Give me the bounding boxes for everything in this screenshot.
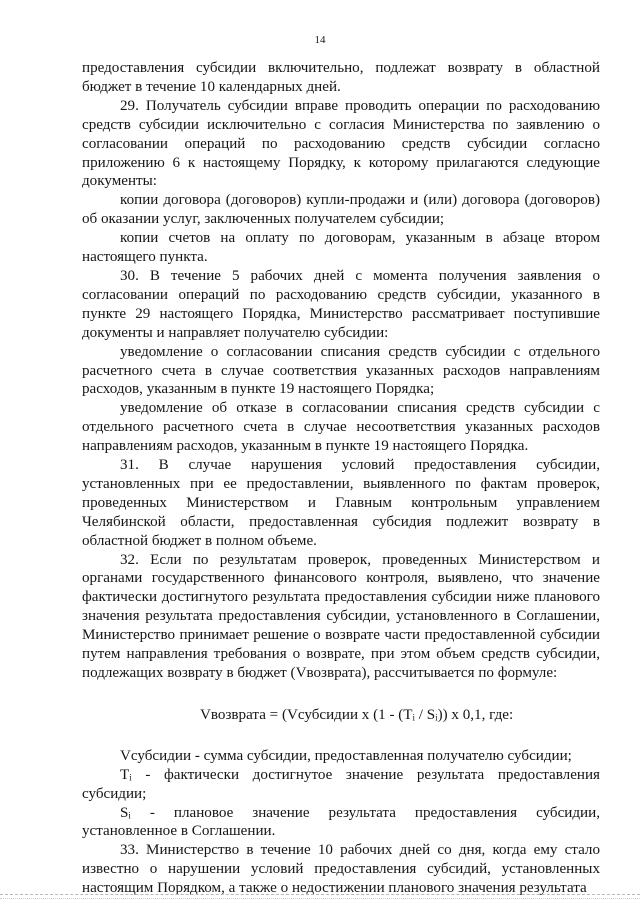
paragraph-29-item-1: копии договора (договоров) купли-продажи и (или) договора (договоров) об оказании услуг, заключенных получателем субсидии; bbox=[82, 192, 600, 228]
paragraph-29: 29. Получатель субсидии вправе проводить операции по расходованию средств субсидии исключительно с согласия Министерства по заявлению о согласовании операций по расходованию средств субсидии согласно приложению 6 к настоящему Порядку, к которому прилагаются следующие документы: bbox=[82, 97, 600, 190]
scan-edge-line-secondary bbox=[0, 898, 640, 899]
paragraph-31: 31. В случае нарушения условий предоставления субсидии, установленных при ее предоставлении, выявленного по фактам проверок, проведенных Министерством и Главным контрольным управлением Челябинской области, предоставленная субсидия подлежит возврату в областной бюджет в полном объеме. bbox=[82, 457, 600, 549]
paragraph-29-item-2: копии счетов на оплату по договорам, указанным в абзаце втором настоящего пункта. bbox=[82, 230, 600, 266]
definition-s-i: Sᵢ - плановое значение результата предоставления субсидии, установленное в Соглашении. bbox=[82, 804, 600, 840]
scan-edge-line bbox=[0, 894, 640, 895]
paragraph-33: 33. Министерство в течение 10 рабочих дней со дня, когда ему стало известно о нарушении условий предоставления субсидий, установленных настоящим Порядком, а также о недостижении планового значения результата bbox=[82, 842, 600, 897]
document-body bbox=[82, 59, 600, 898]
paragraph-30-item-2: уведомление об отказе в согласовании списания средств субсидии с отдельного расчетного счета в случае несоответствия указанных расходов направлениям расходов, указанным в пункте 19 настоящего Порядка. bbox=[82, 400, 600, 455]
paragraph-continuation: предоставления субсидии включительно, подлежат возврату в областной бюджет в течение 10 календарных дней. bbox=[82, 60, 600, 95]
page-number: 14 bbox=[314, 34, 326, 46]
paragraph-30: 30. В течение 5 рабочих дней с момента получения заявления о согласовании операций по расходованию средств субсидии, указанного в пункте 29 настоящего Порядка, Министерство рассматривает поступившие документы и направляет получателю субсидии: bbox=[82, 267, 600, 341]
paragraph-32: 32. Если по результатам проверок, проведенных Министерством и органами государственного финансового контроля, выявлено, что значение фактически достигнутого результата предоставления субсидии ниже планового значения результата предоставления субсидии, установленного в Соглашении, Министерство принимает решение о возврате части предоставленной субсидии путем направления требования о возврате, при этом объем средств субсидии, подлежащих возврату в бюджет (Vвозврата), рассчитывается по формуле: bbox=[82, 551, 600, 681]
definition-v-subsidy: Vсубсидии - сумма субсидии, предоставленная получателю субсидии; bbox=[120, 747, 572, 764]
formula: Vвозврата = (Vсубсидии x (1 - (Tᵢ / Sᵢ)) x 0,1, где: bbox=[200, 706, 514, 723]
definition-t-i: Tᵢ - фактически достигнутое значение результата предоставления субсидии; bbox=[82, 766, 600, 802]
paragraph-30-item-1: уведомление о согласовании списания средств субсидии с отдельного расчетного счета в случае соответствия указанных расходов направлениям расходов, указанным в пункте 19 настоящего Порядка; bbox=[82, 343, 600, 398]
